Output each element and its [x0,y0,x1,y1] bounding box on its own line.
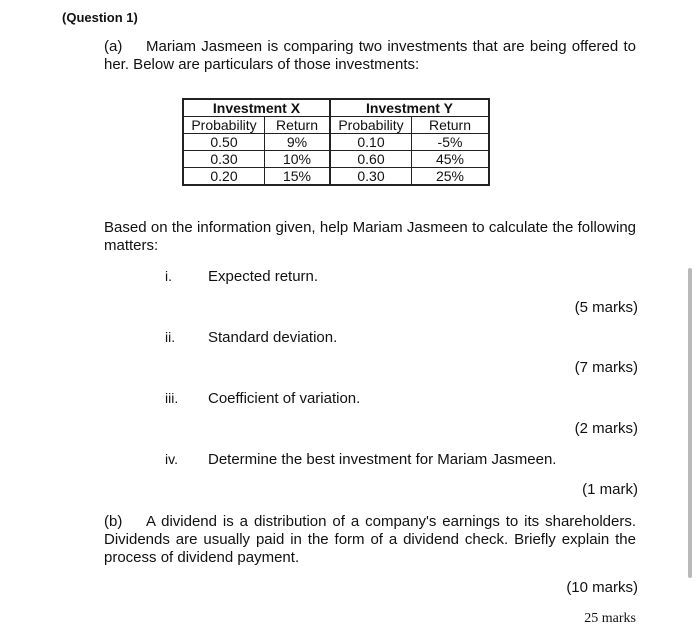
part-a-label: (a) [104,38,123,55]
table-cell: 9% [265,134,331,151]
col-header-probability-y: Probability [330,117,412,134]
part-b-marks: (10 marks) [566,579,638,596]
col-header-return-y: Return [412,117,490,134]
item-marks-iv: (1 mark) [582,481,638,498]
table-cell: 0.60 [330,151,412,168]
item-number-iii: iii. [165,390,179,406]
investment-table [182,98,490,186]
question-title: (Question 1) [62,10,138,25]
col-header-probability-x: Probability [183,117,265,134]
item-text-coefficient-of-variation: Coefficient of variation. [208,390,361,407]
table-cell: 0.10 [330,134,412,151]
table-cell: 0.20 [183,168,265,186]
col-header-return-x: Return [265,117,331,134]
part-b-paragraph [104,513,636,567]
group-header-x: Investment X [183,99,330,117]
table-cell: 0.50 [183,134,265,151]
instruction-text: Based on the information given, help Mariam Jasmeen to calculate the following matters: [104,219,636,254]
item-marks-iii: (2 marks) [574,420,638,437]
group-header-y: Investment Y [330,99,489,117]
table-row [183,151,489,168]
item-text-standard-deviation: Standard deviation. [208,329,338,346]
table-row [183,134,489,151]
scrollbar-thumb[interactable] [688,268,692,578]
item-marks-i: (5 marks) [574,299,638,316]
table-cell: 45% [412,151,490,168]
item-text-expected-return: Expected return. [208,268,319,285]
table-cell: -5% [412,134,490,151]
part-b-text: A dividend is a distribution of a company's earnings to its shareholders. Dividends are usually paid in the form of a dividend check. Briefly explain the process of dividend payment. [104,513,636,566]
item-number-ii: ii. [165,329,176,345]
item-number-i: i. [165,268,172,284]
part-a-paragraph [104,38,636,74]
table-cell: 15% [265,168,331,186]
table-row [183,168,489,186]
part-a-text: Mariam Jasmeen is comparing two investments that are being offered to her. Below are particulars of those investments: [104,38,636,73]
table-cell: 0.30 [330,168,412,186]
table-cell: 25% [412,168,490,186]
item-text-best-investment: Determine the best investment for Mariam Jasmeen. [208,451,557,468]
table-cell: 10% [265,151,331,168]
item-marks-ii: (7 marks) [574,359,638,376]
table-cell: 0.30 [183,151,265,168]
part-b-label: (b) [104,513,123,530]
total-marks: 25 marks [584,611,636,626]
item-number-iv: iv. [165,451,178,467]
